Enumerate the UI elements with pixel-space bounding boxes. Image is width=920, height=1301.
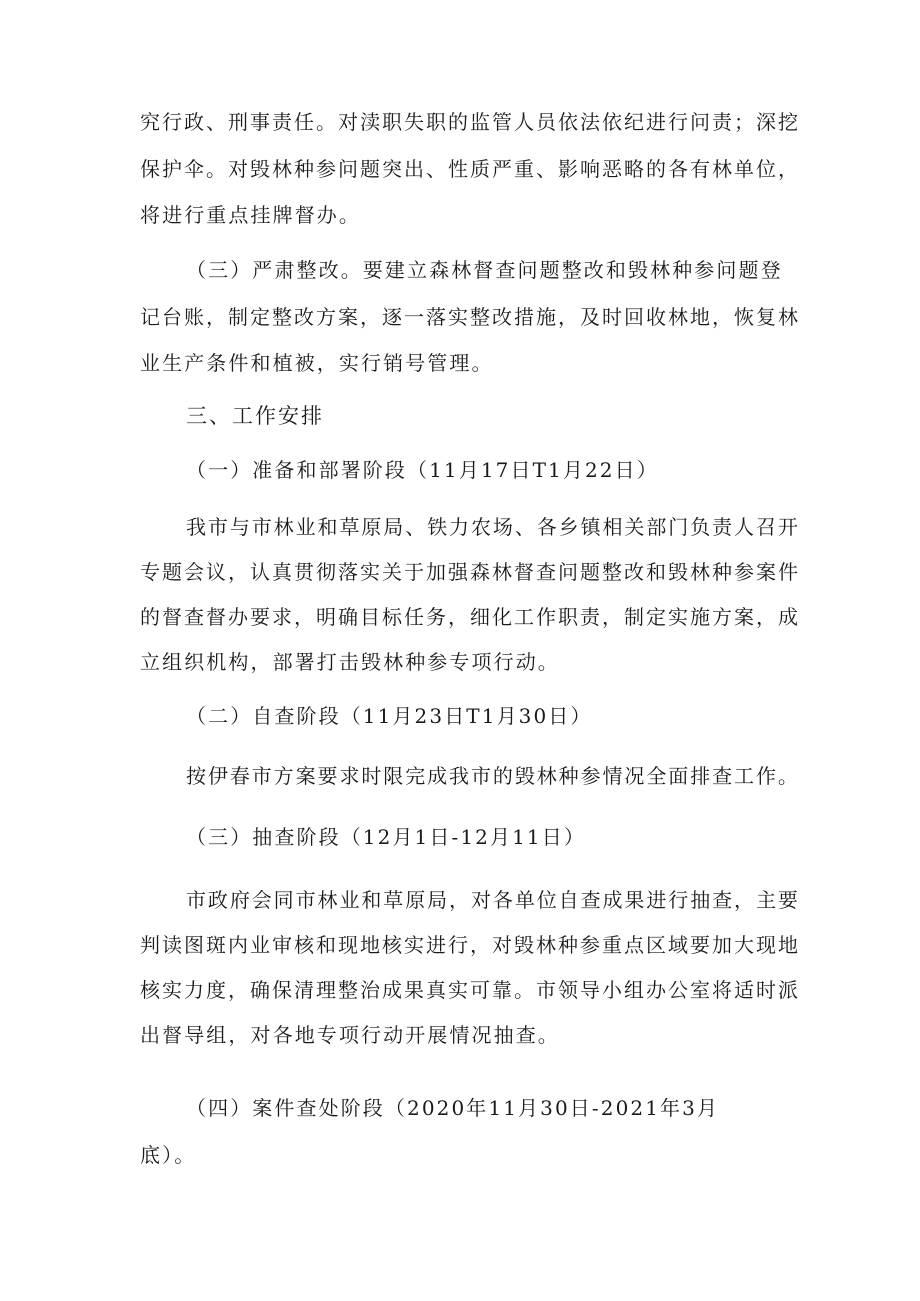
subsection-heading: （四）案件查处阶段（2020年11月30日-2021年3月 <box>186 1096 720 1120</box>
paragraph-line: 保护伞。对毁林种参问题突出、性质严重、影响恶略的各有林单位， <box>140 157 800 181</box>
subsection-heading-continuation: 底）。 <box>140 1143 197 1167</box>
paragraph-line: 按伊春市方案要求时限完成我市的毁林种参情况全面排查工作。 <box>186 764 800 788</box>
paragraph-line: 的督查督办要求，明确目标任务，细化工作职责，制定实施方案，成 <box>140 605 800 629</box>
subsection-heading: （三）抽查阶段（12月1日-12月11日） <box>186 825 586 849</box>
paragraph-line: （三）严肃整改。要建立森林督查问题整改和毁林种参问题登 <box>186 258 783 282</box>
paragraph-line: 记台账，制定整改方案，逐一落实整改措施，及时回收林地，恢复林 <box>140 305 800 329</box>
paragraph-line: 业生产条件和植被，实行销号管理。 <box>140 351 494 375</box>
paragraph-line: 核实力度，确保清理整治成果真实可靠。市领导小组办公室将适时派 <box>140 978 800 1002</box>
subsection-heading: （一）准备和部署阶段（11月17日T1月22日） <box>186 458 659 482</box>
section-heading: 三、工作安排 <box>186 404 324 428</box>
subsection-heading: （二）自查阶段（11月23日T1月30日） <box>186 704 593 728</box>
paragraph-line: 市政府会同市林业和草原局，对各单位自查成果进行抽查，主要 <box>186 888 800 912</box>
paragraph-line: 将进行重点挂牌督办。 <box>140 203 361 227</box>
paragraph-line: 我市与市林业和草原局、铁力农场、各乡镇相关部门负责人召开 <box>186 515 800 539</box>
paragraph-line: 专题会议，认真贯彻落实关于加强森林督查问题整改和毁林种参案件 <box>140 560 800 584</box>
paragraph-line: 立组织机构，部署打击毁林种参专项行动。 <box>140 650 560 674</box>
paragraph-line: 判读图斑内业审核和现地核实进行，对毁林种参重点区域要加大现地 <box>140 933 800 957</box>
paragraph-line: 出督导组，对各地专项行动开展情况抽查。 <box>140 1023 560 1047</box>
paragraph-line: 究行政、刑事责任。对渎职失职的监管人员依法依纪进行问责；深挖 <box>140 110 800 134</box>
